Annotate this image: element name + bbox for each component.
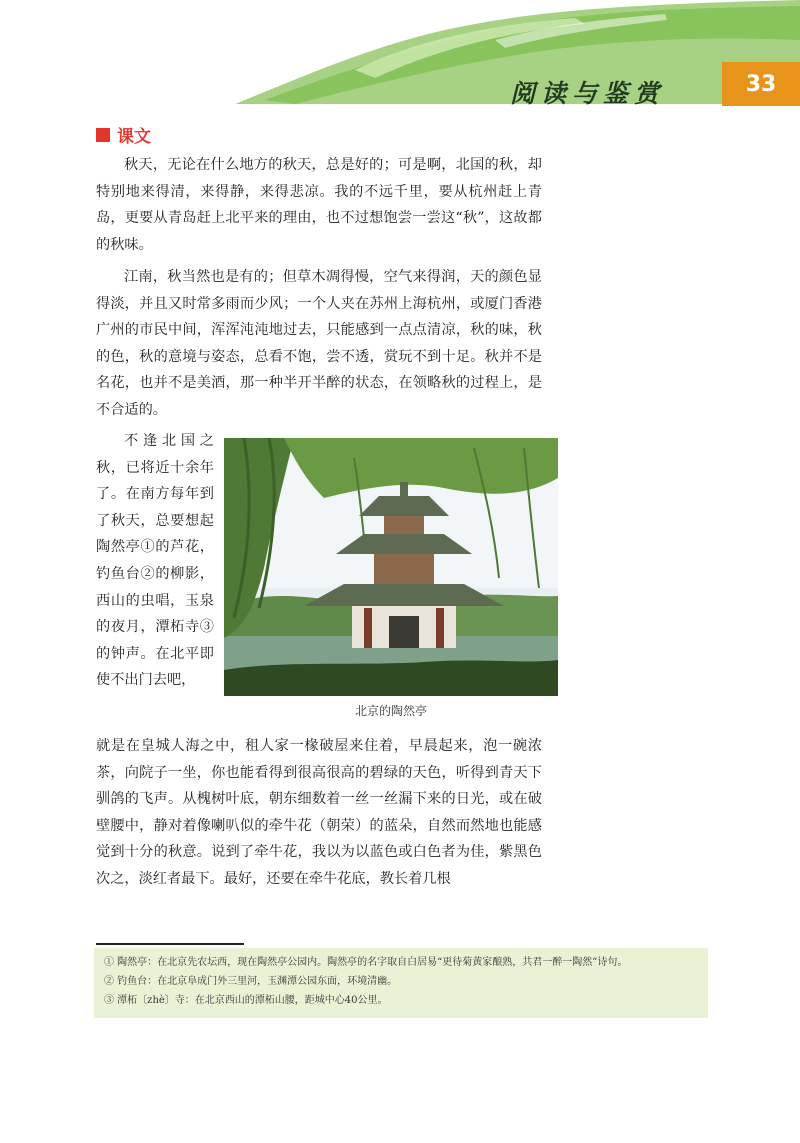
footnote-rule — [96, 943, 244, 945]
footnote-3: ③ 潭柘〔zhè〕寺：在北京西山的潭柘山腰，距城中心40公里。 — [104, 995, 388, 1006]
taoranting-pavilion-photo — [224, 438, 558, 696]
paragraph-2: 江南，秋当然也是有的；但草木凋得慢，空气来得润，天的颜色显得淡，并且又时常多雨而少风；一个人夹在苏州上海杭州，或厦门香港广州的市民中间，浑浑沌沌地过去，只能感到一点点清凉，秋的味，秋的色，秋的意境与姿态，总看不饱，尝不透，赏玩不到十足。秋并不是名花，也并不是美酒，那一种半开半醉的状态，在领略秋的过程上，是不合适的。 — [96, 269, 542, 418]
figure-caption: 北京的陶然亭 — [354, 704, 427, 718]
red-square-marker — [96, 128, 110, 142]
paragraph-3-start: 不逢北国之秋，已将近十余年了。在南方每年到了秋天，总要想起陶然亭①的芦花，钓鱼台②的柳影，西山的虫唱，玉泉的夜月，潭柘寺③的钟声。在北平即使不出门去吧， — [96, 433, 214, 689]
page-number: 33 — [722, 62, 800, 106]
section-heading — [96, 122, 151, 147]
footnote-1: ① 陶然亭：在北京先农坛西，现在陶然亭公园内。陶然亭的名字取自白居易“更待菊黄家酿熟，共君一醉一陶然”诗句。 — [104, 957, 628, 968]
section-label: 课文 — [117, 127, 151, 147]
paragraph-1: 秋天，无论在什么地方的秋天，总是好的；可是啊，北国的秋，却特别地来得清，来得静，来得悲凉。我的不远千里，要从杭州赶上青岛，更要从青岛赶上北平来的理由，也不过想饱尝一尝这“秋”，这故都的秋味。 — [96, 157, 542, 253]
footnote-2: ② 钓鱼台：在北京阜成门外三里河，玉渊潭公园东面，环境清幽。 — [104, 976, 398, 987]
header-title: 阅读与鉴赏 — [510, 79, 666, 108]
paragraph-3-continued: 就是在皇城人海之中，租人家一椽破屋来住着，早晨起来，泡一碗浓茶，向院子一坐，你也能看得到很高很高的碧绿的天色，听得到青天下驯鸽的飞声。从槐树叶底，朝东细数着一丝一丝漏下来的日光，或在破壁腰中，静对着像喇叭似的牵牛花（朝荣）的蓝朵，自然而然地也能感觉到十分的秋意。说到了牵牛花，我以为以蓝色或白色者为佳，紫黑色次之，淡红者最下。最好，还要在牵牛花底，教长着几根 — [96, 738, 542, 887]
